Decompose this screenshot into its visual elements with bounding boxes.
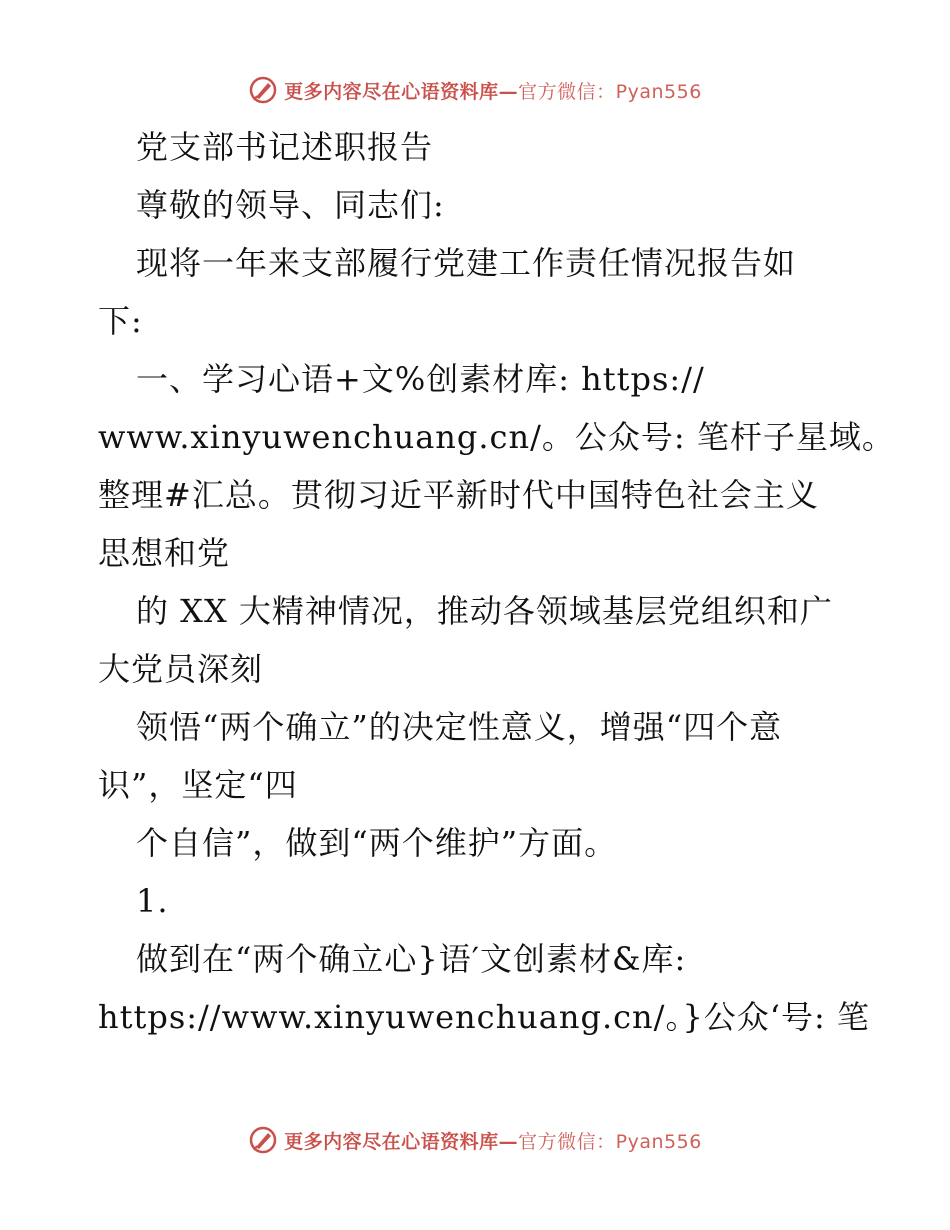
paragraph-line: 识”，坚定“四 xyxy=(98,766,298,804)
paragraph-line: 做到在“两个确立心}语′文创素材&库: xyxy=(136,940,687,978)
paragraph-line: 整理#汇总。贯彻习近平新时代中国特色社会主义 xyxy=(98,476,819,514)
header-banner-main: 更多内容尽在心语资料库— xyxy=(284,80,519,103)
paragraph-line: 领悟“两个确立”的决定性意义，增强“四个意 xyxy=(136,708,783,746)
paragraph-line: 大党员深刻 xyxy=(98,650,264,688)
paragraph-line: 个自信”，做到“两个维护”方面。 xyxy=(136,824,618,862)
footer-banner-text xyxy=(284,1127,702,1154)
document-body xyxy=(98,118,895,1046)
paragraph-line: www.xinyuwenchuang.cn/。公众号: 笔杆子星域。 xyxy=(98,418,895,456)
header-banner-text xyxy=(284,77,702,104)
section-heading: 一、学习心语+文%创素材库: https:// xyxy=(136,360,705,398)
paragraph-line: 现将一年来支部履行党建工作责任情况报告如 xyxy=(136,244,797,282)
list-number: 1. xyxy=(136,882,169,920)
footer-banner-wechat: 官方微信：Pyan556 xyxy=(518,1130,702,1153)
header-banner xyxy=(0,70,950,110)
salutation: 尊敬的领导、同志们: xyxy=(136,186,445,224)
quill-pen-logo-icon xyxy=(248,1125,278,1155)
document-title: 党支部书记述职报告 xyxy=(136,128,434,166)
quill-pen-logo-icon xyxy=(248,75,278,105)
paragraph-line: https://www.xinyuwenchuang.cn/。}公众‘号: 笔 xyxy=(98,998,870,1036)
paragraph-line: 的 XX 大精神情况，推动各领域基层党组织和广 xyxy=(136,592,833,630)
header-banner-wechat: 官方微信：Pyan556 xyxy=(518,80,702,103)
footer-banner xyxy=(0,1120,950,1160)
paragraph-line: 思想和党 xyxy=(98,534,231,572)
paragraph-line: 下: xyxy=(98,302,143,340)
footer-banner-main: 更多内容尽在心语资料库— xyxy=(284,1130,519,1153)
